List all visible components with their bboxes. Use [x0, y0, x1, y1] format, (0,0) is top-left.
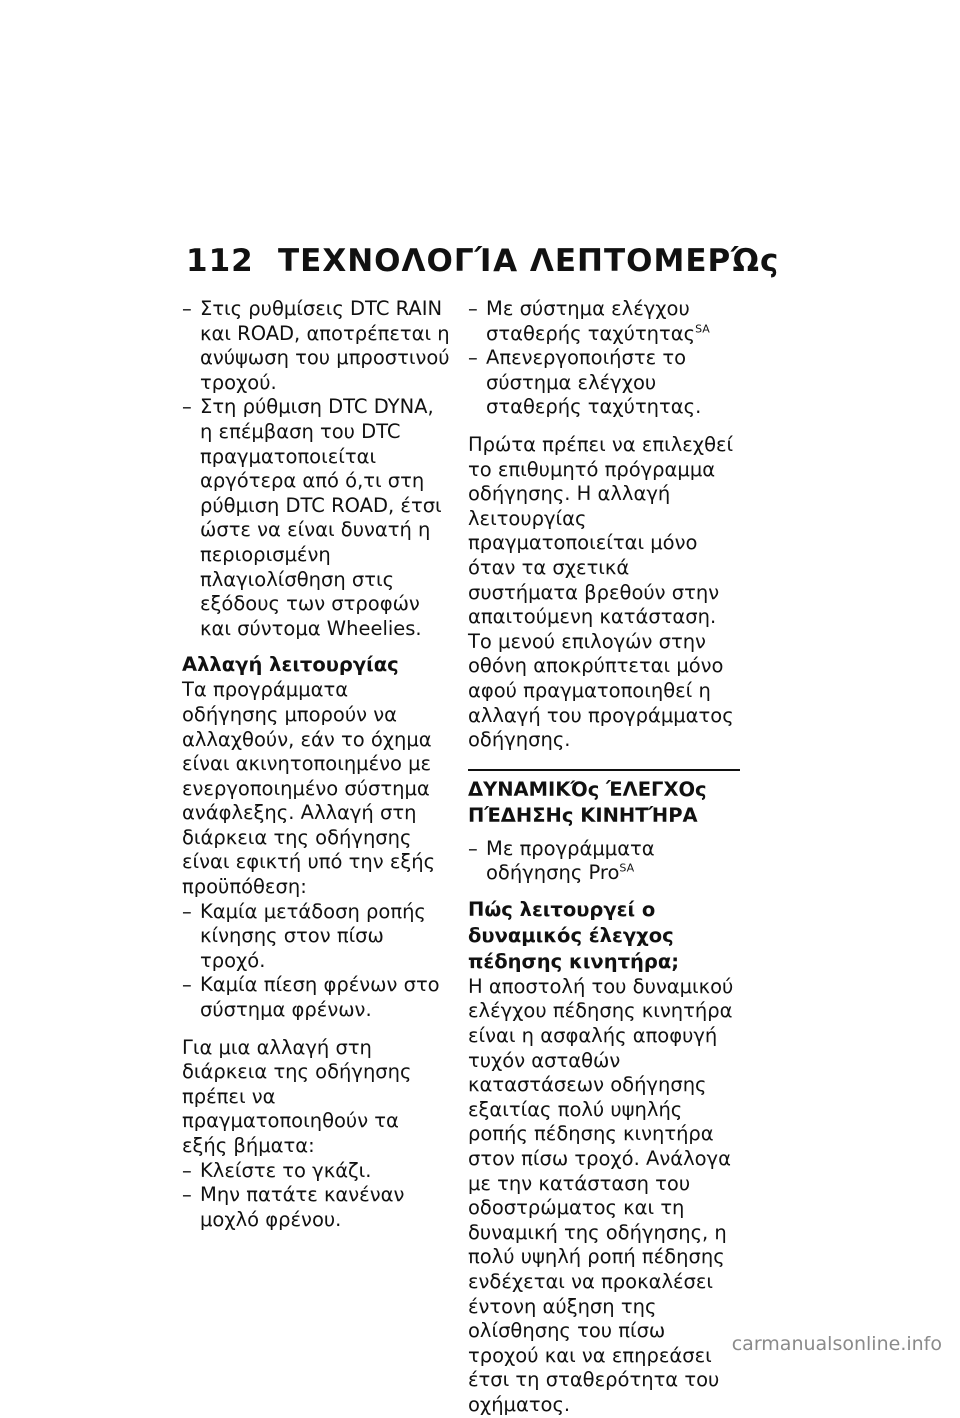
list-item-text: Με προγράμματα οδήγησης Pro [486, 836, 655, 885]
list-item: – Μην πατάτε κανέναν μοχλό φρένου. [182, 1183, 450, 1232]
list-item: – Καμία μετάδοση ροπής κίνησης στον πίσω τροχό. [182, 900, 450, 974]
page-number: 112 [186, 243, 254, 279]
list-item: – Καμία πίεση φρένων στο σύστημα φρένων. [182, 973, 450, 1022]
watermark: carmanualsonline.info [731, 1333, 942, 1355]
section-subheading: Αλλαγή λειτουργίας [182, 653, 399, 677]
list-item [468, 837, 740, 886]
list-item: – Απενεργοποιήστε το σύστημα ελέγχου σταθερής ταχύτητας. [468, 346, 740, 420]
sa-badge: SA [695, 322, 710, 336]
section-subheading: Πώς λειτουργεί ο δυναμικός έλεγχος πέδησης κινητήρα; [468, 897, 680, 973]
list-item: – Κλείστε το γκάζι. [182, 1159, 450, 1184]
left-column [182, 297, 450, 1232]
paragraph: Το μενού επιλογών στην οθόνη αποκρύπτεται μόνο αφού πραγματοποιηθεί η αλλαγή του προγράμματος οδήγησης. [468, 629, 734, 752]
list-item-text: Με σύστημα ελέγχου σταθερής ταχύτητας [486, 297, 696, 345]
paragraph: Η αποστολή του δυναμικού ελέγχου πέδησης κινητήρα είναι η ασφαλής αποφυγή τυχόν ασταθών καταστάσεων οδήγησης εξαιτίας πολύ υψηλής ροπής πέδησης κινητήρα στον πίσω τροχό. Ανάλογα με την κατάσταση του οδοστρώματος και τη δυναμική της οδήγησης, η πολύ υψηλή ροπή πέδησης ενδέχεται να προκαλέσει έντονη αύξηση της ολίσθησης του πίσω τροχού και να επηρεάσει έτσι τη σταθερότητα του οχήματος. [468, 974, 734, 1416]
list-item: – Στη ρύθμιση DTC DYNA, η επέμβαση του DTC πραγματοποιείται αργότερα από ό,τι στη ρύθμιση DTC ROAD, έτσι ώστε να είναι δυνατή η περιορισμένη πλαγιολίσθηση στις εξόδους των στροφών και σύντομα Wheelies. [182, 395, 450, 641]
list-item [468, 297, 740, 346]
right-column [468, 297, 740, 1418]
paragraph: Πρώτα πρέπει να επιλεχθεί το επιθυμητό πρόγραμμα οδήγησης. Η αλλαγή λειτουργίας πραγματοποιείται μόνο όταν τα σχετικά συστήματα βρεθούν στην απαιτούμενη κατάσταση. [468, 432, 734, 629]
section-heading: ΔΥΝΑΜΙΚΌς ΈΛΕΓΧΟς ΠΈΔΗΣΗς ΚΙΝΗΤΉΡΑ [468, 769, 740, 829]
page-title: ΤΕΧΝΟΛΟΓΊΑ ΛΕΠΤΟΜΕΡΏς [278, 243, 780, 279]
paragraph: Τα προγράμματα οδήγησης μπορούν να αλλαχθούν, εάν το όχημα είναι ακινητοποιημένο με ενεργοποιημένο σύστημα ανάφλεξης. Αλλαγή στη διάρκεια της οδήγησης είναι εφικτή υπό την εξής προϋπόθεση: [182, 678, 436, 899]
paragraph: Για μια αλλαγή στη διάρκεια της οδήγησης πρέπει να πραγματοποιηθούν τα εξής βήματα: [182, 1035, 412, 1157]
sa-badge: SA [619, 861, 635, 875]
list-item: – Στις ρυθμίσεις DTC RAIN και ROAD, αποτρέπεται η ανύψωση του μπροστινού τροχού. [182, 297, 450, 395]
